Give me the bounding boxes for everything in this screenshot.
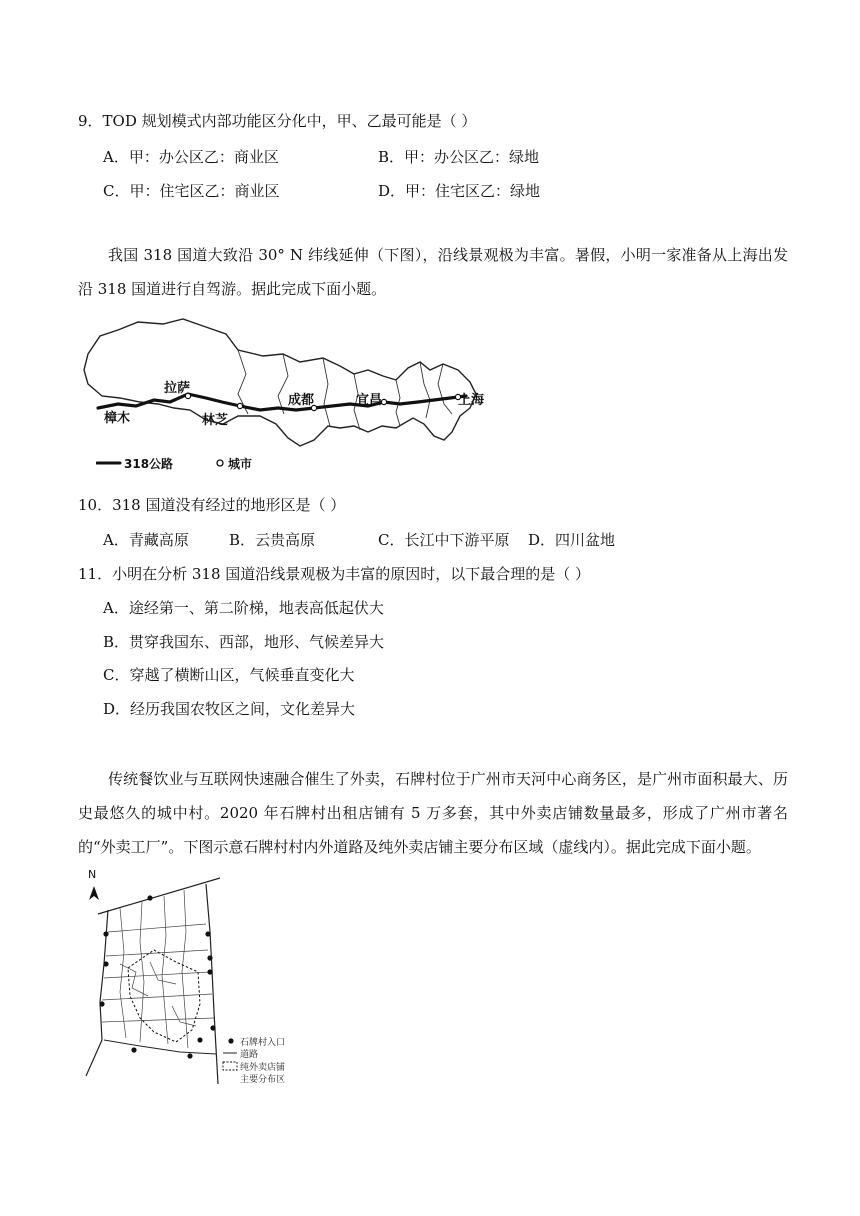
north-label: N: [88, 868, 97, 881]
city-label-shanghai: 上海: [458, 393, 485, 408]
legend-area-label-1: 纯外卖店铺: [240, 1063, 286, 1073]
q9-option-c: C．甲：住宅区乙：商业区: [103, 182, 280, 200]
legend-road-line-symbol: [222, 1050, 238, 1056]
q11-option-c: C．穿越了横断山区，气候垂直变化大: [103, 666, 355, 684]
province-border: [323, 358, 330, 426]
q11-option-d: D．经历我国农牧区之间，文化差异大: [103, 700, 356, 718]
q9-option-d: D．甲：住宅区乙：绿地: [378, 182, 541, 200]
q11-stem: 11．小明在分析 318 国道沿线景观极为丰富的原因时，以下最合理的是（ ）: [78, 565, 591, 583]
map-shipai-village: [80, 872, 230, 1086]
province-border: [420, 362, 430, 418]
q9-option-b: B．甲：办公区乙：绿地: [378, 148, 540, 166]
city-label-zhangmu: 樟木: [104, 411, 131, 426]
legend-area-label-2: 主要分布区: [240, 1075, 286, 1085]
q9-stem: 9．TOD 规划模式内部功能区分化中，甲、乙最可能是（ ）: [78, 112, 477, 130]
province-border: [438, 364, 452, 414]
q11-option-a: A．途经第一、第二阶梯，地表高低起伏大: [103, 599, 384, 617]
q10-option-c: C．长江中下游平原: [378, 531, 510, 549]
city-dot-yichang: [381, 399, 386, 404]
legend-city-symbol: [214, 457, 226, 469]
q10-stem: 10．318 国道没有经过的地形区是（ ）: [78, 496, 346, 514]
region-outline: [84, 319, 476, 446]
city-label-lhasa: 拉萨: [164, 381, 191, 396]
q10-option-a: A．青藏高原: [103, 531, 189, 549]
city-label-chengdu: 成都: [288, 393, 315, 408]
passage-shipai: 传统餐饮业与互联网快速融合催生了外卖，石牌村位于广州市天河中心商务区，是广州市面积最大、历史最悠久的城中村。2020 年石牌村出租店铺有 5 万多套，其中外卖店铺数量最多，形成了广州市著名的“外卖工厂”。下图示意石牌村村内外道路及纯外卖店铺主要分布区域（虚线内）。据此完成下面小题。: [78, 770, 788, 856]
q10-option-d: D．四川盆地: [528, 531, 616, 549]
q9-option-a: A．甲：办公区乙：商业区: [103, 148, 279, 166]
q10-option-b: B．云贵高原: [229, 531, 316, 549]
q11-option-b: B．贯穿我国东、西部，地形、气候差异大: [103, 633, 385, 651]
north-arrow-icon: [89, 886, 99, 900]
internal-roads: [102, 890, 214, 1048]
legend-area-symbol: [222, 1061, 238, 1071]
province-border: [278, 354, 288, 414]
legend-city-label: 城市: [228, 457, 253, 471]
legend-entrance-symbol: [226, 1036, 236, 1046]
passage-318: 我国 318 国道大致沿 30° N 纬线延伸（下图），沿线景观极为丰富。暑假，小明一家准备从上海出发沿 318 国道进行自驾游。据此完成下面小题。: [78, 246, 788, 298]
legend-road-label: 318公路: [124, 457, 174, 471]
road-318-line: [98, 394, 466, 410]
city-dot-nyingchi: [237, 403, 242, 408]
legend-road-line-label: 道路: [240, 1050, 259, 1060]
city-label-nyingchi: 林芝: [202, 413, 229, 428]
road-north: [98, 878, 220, 914]
legend-entrance-label: 石牌村入口: [240, 1038, 286, 1048]
legend-road-symbol: [96, 456, 122, 470]
city-label-yichang: 宜昌: [356, 393, 383, 408]
